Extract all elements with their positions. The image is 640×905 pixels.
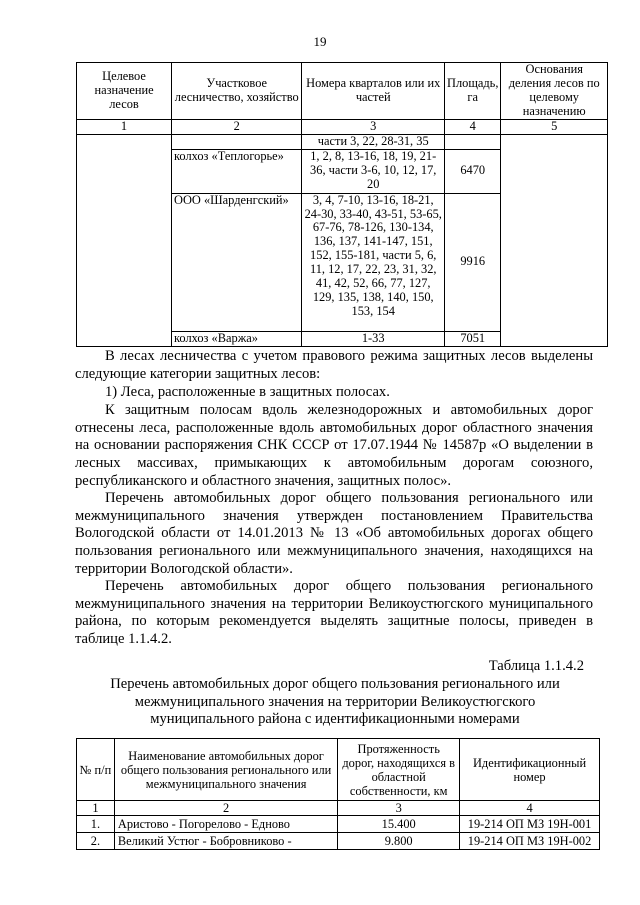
quarters-cell: 3, 4, 7-10, 13-16, 18-21, 24-30, 33-40, 43-51, 53-65, 67-76, 78-126, 130-134, 136, 137, 141-147, 151, 152, 155-181, части 5, 6, 11, 12, 17, 22, 23, 31, 32, 41, 42, 52, 66, 77, 127, 129, 135, 138, 140, 150, 153, 154 [302, 193, 445, 331]
paragraph: К защитным полосам вдоль железнодорожных и автомобильных дорог отнесены леса, расположенные вдоль автомобильных дорог областного значения на основании распоряжения СНК СССР от 17.07.1944 № 14587р «О выделении в лесных массивах, примыкающих к автомобильным дорогам союзного, республиканского и областного значения, защитных полос». [75, 402, 593, 489]
paragraph: Перечень автомобильных дорог общего пользования регионального межмуниципального значения на территории Великоустюгского муниципального района, по которым рекомендуется выделять защитные полосы, приведен в таблице 1.1.4.2. [75, 578, 593, 648]
road-id: 19-214 ОП МЗ 19Н-002 [460, 833, 600, 850]
area-cell: 7051 [445, 331, 501, 346]
quarters-cell: 1, 2, 8, 13-16, 18, 19, 21-36, части 3-6, 10, 12, 17, 20 [302, 149, 445, 193]
col-header: Наименование автомобильных дорог общего пользования регионального или межмуниципального значения [114, 739, 337, 801]
row-number: 1. [77, 816, 115, 833]
owner-cell: колхоз «Варжа» [172, 331, 302, 346]
area-cell: 6470 [445, 149, 501, 193]
col-header: № п/п [77, 739, 115, 801]
road-length: 9.800 [338, 833, 460, 850]
quarters-cell: 1-33 [302, 331, 445, 346]
page-number: 19 [313, 34, 327, 49]
purpose-cell [77, 134, 172, 346]
table-row [77, 816, 600, 833]
basis-cell [501, 134, 608, 346]
forest-quarters-table [76, 62, 608, 347]
table-row [77, 833, 600, 850]
row-number: 2. [77, 833, 115, 850]
col-header: Основания деления лесов по целевому назначению [501, 63, 608, 120]
col-number: 5 [501, 119, 608, 134]
col-number: 4 [445, 119, 501, 134]
col-header: Участковое лесничество, хозяйство [172, 63, 302, 120]
paragraph: 1) Леса, расположенные в защитных полосах. [105, 384, 390, 400]
paragraph: Перечень автомобильных дорог общего пользования регионального или межмуниципального значения утвержден постановлением Правительства Вологодской области от 14.01.2013 № 13 «Об автомобильных дорогах общего пользования регионального или межмуниципального значения, находящихся на территории Вологодской области». [75, 490, 593, 577]
col-header: Идентификационный номер [460, 739, 600, 801]
col-header: Протяженность дорог, находящихся в областной собственности, км [338, 739, 460, 801]
area-cell [445, 134, 501, 149]
table-title: Перечень автомобильных дорог общего пользования регионального или межмуниципального значения на территории Великоустюгского муниципального района с идентификационными номерами [110, 676, 560, 728]
roads-table [76, 738, 600, 850]
table-label: Таблица 1.1.4.2 [488, 658, 584, 674]
road-name: Великий Устюг - Бобровниково - [114, 833, 337, 850]
owner-cell: колхоз «Теплогорье» [172, 149, 302, 193]
quarters-cell: части 3, 22, 28-31, 35 [302, 134, 445, 149]
table-row [77, 134, 608, 149]
col-header: Площадь, га [445, 63, 501, 120]
col-number: 3 [338, 801, 460, 816]
owner-cell: ООО «Шарденгский» [172, 193, 302, 331]
road-id: 19-214 ОП МЗ 19Н-001 [460, 816, 600, 833]
owner-cell [172, 134, 302, 149]
col-number: 1 [77, 801, 115, 816]
col-number: 2 [172, 119, 302, 134]
col-number: 3 [302, 119, 445, 134]
col-number: 4 [460, 801, 600, 816]
area-cell: 9916 [445, 193, 501, 331]
road-length: 15.400 [338, 816, 460, 833]
col-number: 1 [77, 119, 172, 134]
paragraph: В лесах лесничества с учетом правового режима защитных лесов выделены следующие категории защитных лесов: [75, 348, 593, 382]
road-name: Аристово - Погорелово - Едново [114, 816, 337, 833]
col-header: Целевое назначение лесов [77, 63, 172, 120]
col-number: 2 [114, 801, 337, 816]
col-header: Номера кварталов или их частей [302, 63, 445, 120]
